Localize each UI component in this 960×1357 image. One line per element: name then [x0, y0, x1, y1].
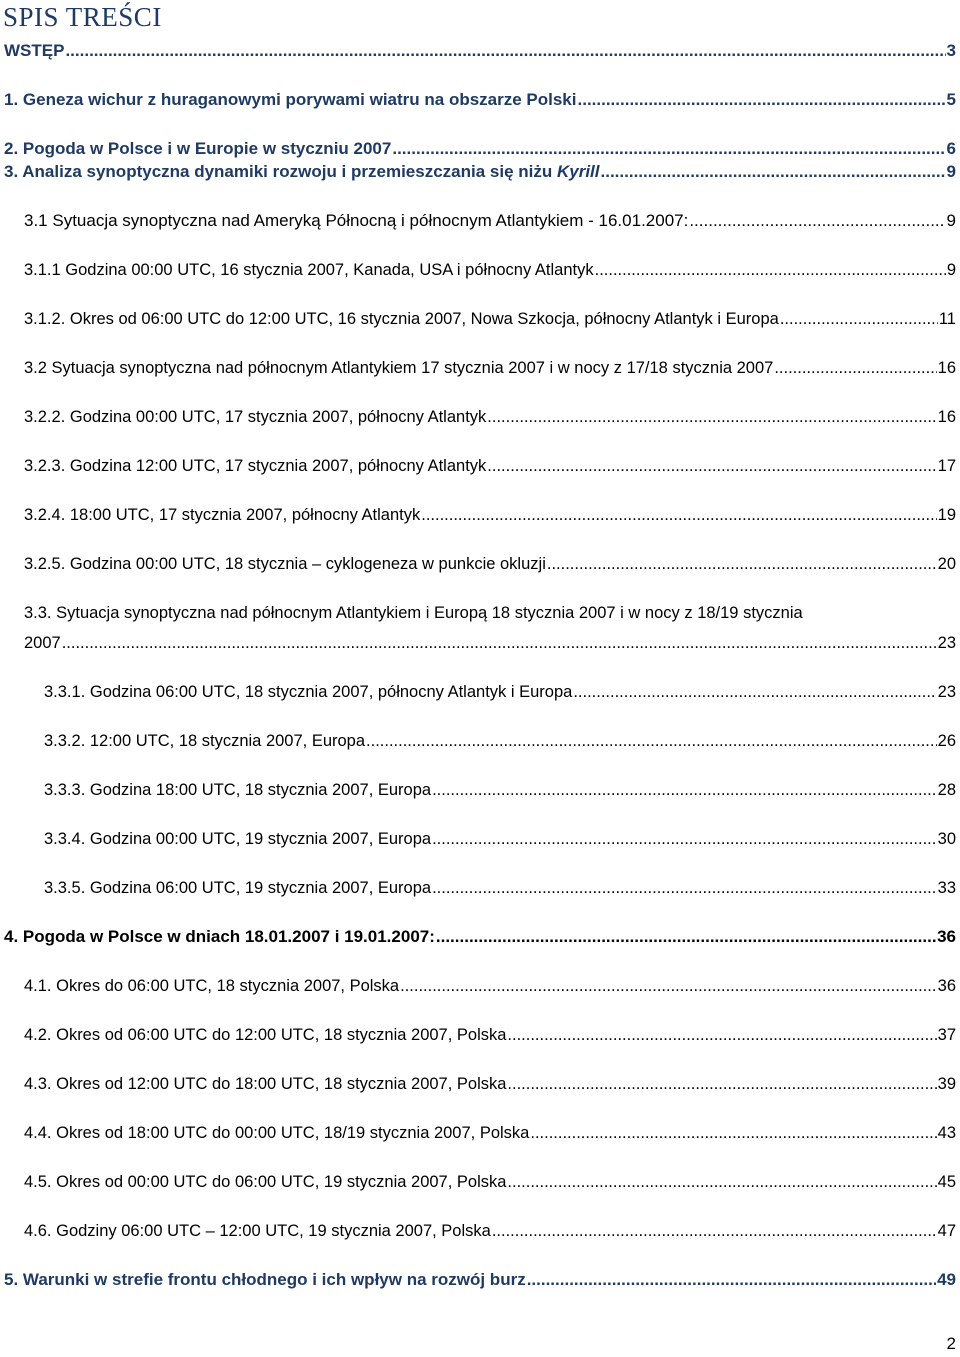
toc-entry-page: 37	[937, 1026, 956, 1044]
toc-entry-page: 19	[937, 506, 956, 524]
toc-entry-3-3-2[interactable]	[44, 730, 956, 752]
page-title: SPIS TREŚCI	[3, 2, 162, 32]
toc-entry-title: 3.3.2. 12:00 UTC, 18 stycznia 2007, Europa	[44, 732, 366, 750]
toc-entry-3-2-4[interactable]	[24, 504, 956, 526]
toc-entry-page: 16	[937, 359, 956, 377]
toc-entry-chapter-1[interactable]	[4, 89, 956, 111]
toc-leader-dots	[65, 40, 945, 62]
toc-entry-chapter-2[interactable]	[4, 138, 956, 160]
toc-leader-dots	[689, 210, 945, 232]
toc-entry-3-3-4[interactable]	[44, 828, 956, 850]
toc-leader-dots	[507, 1024, 936, 1046]
toc-leader-dots	[421, 504, 936, 526]
toc-entry-page: 20	[937, 555, 956, 573]
toc-entry-page: 9	[946, 162, 956, 181]
toc-entry-title-line2: 2007	[24, 634, 61, 652]
toc-entry-title-italic: Kyrill	[556, 162, 600, 181]
toc-leader-dots	[507, 1171, 936, 1193]
toc-entry-page: 3	[946, 41, 956, 60]
toc-entry-wstep[interactable]	[4, 40, 956, 62]
toc-entry-page: 36	[937, 927, 956, 946]
toc-leader-dots	[573, 681, 936, 703]
toc-entry-title: 3.1 Sytuacja synoptyczna nad Ameryką Północną i północnym Atlantykiem - 16.01.2007:	[24, 211, 689, 230]
toc-entry-4-2[interactable]	[24, 1024, 956, 1046]
toc-entry-3-2-3[interactable]	[24, 455, 956, 477]
toc-entry-page: 47	[937, 1222, 956, 1240]
toc-entry-title: 4.5. Okres od 00:00 UTC do 06:00 UTC, 19 stycznia 2007, Polska	[24, 1173, 507, 1191]
toc-leader-dots	[774, 357, 936, 379]
toc-entry-chapter-5[interactable]	[4, 1269, 956, 1291]
toc-entry-chapter-4[interactable]	[4, 926, 956, 948]
toc-entry-line2	[24, 632, 956, 654]
toc-entry-page: 11	[938, 310, 956, 328]
toc-leader-dots	[578, 89, 946, 111]
toc-leader-dots	[432, 877, 937, 899]
toc-entry-title: 3.2.4. 18:00 UTC, 17 stycznia 2007, północny Atlantyk	[24, 506, 421, 524]
toc-leader-dots	[547, 553, 937, 575]
toc-leader-dots	[530, 1122, 936, 1144]
toc-leader-dots	[392, 138, 945, 160]
toc-entry-3-3-5[interactable]	[44, 877, 956, 899]
toc-entry-title: 3.3.3. Godzina 18:00 UTC, 18 stycznia 2007, Europa	[44, 781, 432, 799]
toc-entry-3-2[interactable]	[24, 357, 956, 379]
toc-leader-dots	[436, 926, 936, 948]
toc-entry-title: 4.6. Godziny 06:00 UTC – 12:00 UTC, 19 stycznia 2007, Polska	[24, 1222, 491, 1240]
toc-entry-4-6[interactable]	[24, 1220, 956, 1242]
toc-entry-title: 4.3. Okres od 12:00 UTC do 18:00 UTC, 18 stycznia 2007, Polska	[24, 1075, 507, 1093]
page-number: 2	[946, 1334, 956, 1353]
toc-entry-page: 30	[937, 830, 956, 848]
toc-entry-page: 23	[937, 683, 956, 701]
toc-entry-title-line1: 3.3. Sytuacja synoptyczna nad północnym Atlantykiem i Europą 18 stycznia 2007 i w nocy z 18/19 stycznia	[24, 604, 803, 622]
toc-entry-title: 1. Geneza wichur z huraganowymi porywami wiatru na obszarze Polski	[4, 90, 577, 109]
toc-entry-title: 4. Pogoda w Polsce w dniach 18.01.2007 i 19.01.2007:	[4, 927, 435, 946]
toc-leader-dots	[507, 1073, 936, 1095]
toc-leader-dots	[62, 632, 937, 654]
toc-leader-dots	[366, 730, 937, 752]
toc-leader-dots	[492, 1220, 937, 1242]
toc-entry-title: 4.2. Okres od 06:00 UTC do 12:00 UTC, 18 stycznia 2007, Polska	[24, 1026, 507, 1044]
toc-entry-4-1[interactable]	[24, 975, 956, 997]
toc-entry-page: 5	[946, 90, 956, 109]
toc-leader-dots	[487, 455, 936, 477]
toc-entry-3-1-1[interactable]	[24, 259, 956, 281]
toc-entry-page: 26	[937, 732, 956, 750]
toc-entry-page: 39	[937, 1075, 956, 1093]
toc-entry-page: 36	[937, 977, 956, 995]
toc-leader-dots	[432, 779, 937, 801]
toc-entry-page: 17	[937, 457, 956, 475]
toc-entry-3-1-2[interactable]	[24, 308, 956, 330]
toc-entry-title-main: 3. Analiza synoptyczna dynamiki rozwoju i przemieszczania się niżu	[4, 162, 557, 181]
toc-entry-title: 3.3.1. Godzina 06:00 UTC, 18 stycznia 2007, północny Atlantyk i Europa	[44, 683, 573, 701]
toc-entry-title: 2. Pogoda w Polsce i w Europie w styczniu 2007	[4, 139, 392, 158]
toc-leader-dots	[780, 308, 938, 330]
toc-entry-title: 4.4. Okres od 18:00 UTC do 00:00 UTC, 18/19 stycznia 2007, Polska	[24, 1124, 530, 1142]
toc-entry-title: 5. Warunki w strefie frontu chłodnego i ich wpływ na rozwój burz	[4, 1270, 526, 1289]
toc-entry-page: 9	[946, 261, 956, 279]
toc-entry-page: 9	[946, 211, 956, 230]
toc-leader-dots	[601, 161, 946, 183]
toc-entry-3-2-2[interactable]	[24, 406, 956, 428]
toc-leader-dots	[527, 1269, 936, 1291]
toc-leader-dots	[595, 259, 946, 281]
toc-leader-dots	[432, 828, 937, 850]
toc-entry-title: WSTĘP	[4, 41, 65, 60]
toc-entry-4-5[interactable]	[24, 1171, 956, 1193]
toc-entry-page: 45	[937, 1173, 956, 1191]
toc-entry-title: 3.2 Sytuacja synoptyczna nad północnym Atlantykiem 17 stycznia 2007 i w nocy z 17/18 stycznia 2007	[24, 359, 774, 377]
toc-entry-page: 33	[937, 879, 956, 897]
toc-entry-title: 3.1.1 Godzina 00:00 UTC, 16 stycznia 2007, Kanada, USA i północny Atlantyk	[24, 261, 594, 279]
toc-entry-page: 6	[946, 139, 956, 158]
toc-entry-3-3-3[interactable]	[44, 779, 956, 801]
toc-entry-title: 3.3.4. Godzina 00:00 UTC, 19 stycznia 2007, Europa	[44, 830, 432, 848]
toc-entry-title: 4.1. Okres do 06:00 UTC, 18 stycznia 2007, Polska	[24, 977, 400, 995]
toc-leader-dots	[487, 406, 936, 428]
toc-entry-title: 3.2.2. Godzina 00:00 UTC, 17 stycznia 2007, północny Atlantyk	[24, 408, 487, 426]
toc-entry-4-3[interactable]	[24, 1073, 956, 1095]
toc-entry-title	[4, 161, 600, 183]
toc-entry-title: 3.3.5. Godzina 06:00 UTC, 19 stycznia 2007, Europa	[44, 879, 432, 897]
toc-entry-3-1[interactable]	[24, 210, 956, 232]
toc-entry-page: 28	[937, 781, 956, 799]
toc-entry-page: 43	[937, 1124, 956, 1142]
toc-leader-dots	[400, 975, 937, 997]
toc-entry-title: 3.1.2. Okres od 06:00 UTC do 12:00 UTC, 16 stycznia 2007, Nowa Szkocja, północny Atlantyk i Europa	[24, 310, 779, 328]
toc-entry-page: 49	[937, 1270, 956, 1289]
toc-entry-title: 3.2.3. Godzina 12:00 UTC, 17 stycznia 2007, północny Atlantyk	[24, 457, 487, 475]
toc-entry-title: 3.2.5. Godzina 00:00 UTC, 18 stycznia – cyklogeneza w punkcie okluzji	[24, 555, 546, 573]
toc-entry-3-2-5[interactable]	[24, 553, 956, 575]
toc-entry-3-3-1[interactable]	[44, 681, 956, 703]
toc-entry-4-4[interactable]	[24, 1122, 956, 1144]
toc-entry-chapter-3[interactable]	[4, 161, 956, 183]
toc-entry-page: 23	[937, 634, 956, 652]
toc-entry-page: 16	[937, 408, 956, 426]
